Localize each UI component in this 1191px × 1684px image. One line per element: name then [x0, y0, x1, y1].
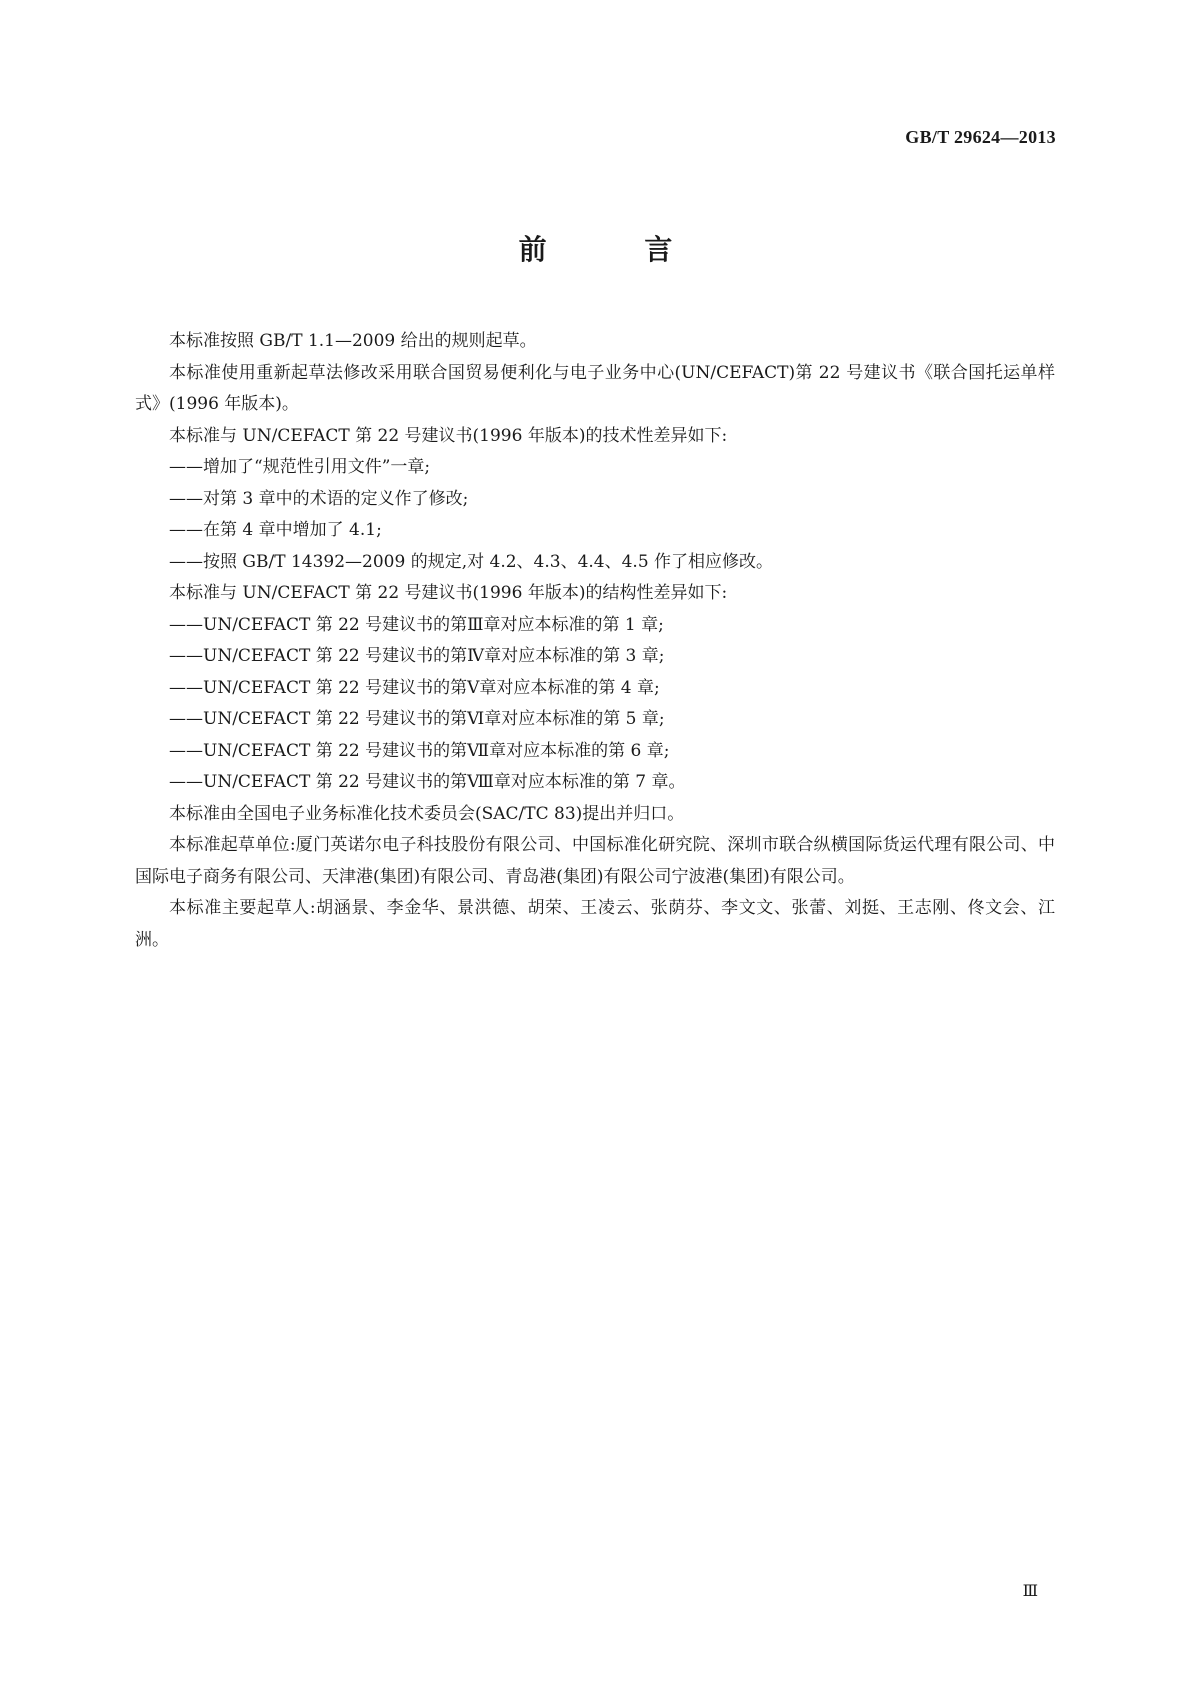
- paragraph-drafters: 本标准主要起草人:胡涵景、李金华、景洪德、胡荣、王凌云、张荫芬、李文文、张蕾、刘挺、王志刚、佟文会、江洲。: [135, 898, 1055, 950]
- list-item: ——UN/CEFACT 第 22 号建议书的第Ⅷ章对应本标准的第 7 章。: [169, 772, 686, 792]
- paragraph-proposed-by: 本标准由全国电子业务标准化技术委员会(SAC/TC 83)提出并归口。: [169, 803, 685, 824]
- list-item: ——UN/CEFACT 第 22 号建议书的第Ⅵ章对应本标准的第 5 章;: [169, 709, 665, 729]
- list-item: ——UN/CEFACT 第 22 号建议书的第Ⅶ章对应本标准的第 6 章;: [169, 740, 670, 761]
- list-item: ——UN/CEFACT 第 22 号建议书的第Ⅴ章对应本标准的第 4 章;: [169, 677, 660, 698]
- page-number: Ⅲ: [1022, 1583, 1038, 1600]
- paragraph-drafting-rules: 本标准按照 GB/T 1.1—2009 给出的规则起草。: [169, 331, 537, 351]
- paragraph-drafting-units: 本标准起草单位:厦门英诺尔电子科技股份有限公司、中国标准化研究院、深圳市联合纵横国际货运代理有限公司、中国际电子商务有限公司、天津港(集团)有限公司、青岛港(集团)有限公司宁波港(集团)有限公司。: [135, 835, 1055, 887]
- standard-code: GB/T 29624—2013: [905, 127, 1056, 147]
- list-item: ——按照 GB/T 14392—2009 的规定,对 4.2、4.3、4.4、4.5 作了相应修改。: [169, 551, 774, 572]
- list-item: ——增加了“规范性引用文件”一章;: [169, 457, 431, 477]
- list-item: ——对第 3 章中的术语的定义作了修改;: [169, 488, 469, 509]
- list-item: ——在第 4 章中增加了 4.1;: [169, 520, 382, 540]
- paragraph-adoption: 本标准使用重新起草法修改采用联合国贸易便利化与电子业务中心(UN/CEFACT)第 22 号建议书《联合国托运单样式》(1996 年版本)。: [135, 362, 1055, 414]
- paragraph-structural-differences: 本标准与 UN/CEFACT 第 22 号建议书(1996 年版本)的结构性差异如下:: [169, 583, 728, 603]
- paragraph-technical-differences: 本标准与 UN/CEFACT 第 22 号建议书(1996 年版本)的技术性差异如下:: [169, 425, 728, 446]
- page-title: 前 言: [518, 233, 717, 266]
- list-item: ——UN/CEFACT 第 22 号建议书的第Ⅲ章对应本标准的第 1 章;: [169, 614, 664, 635]
- foreword-body: [135, 326, 1055, 956]
- list-item: ——UN/CEFACT 第 22 号建议书的第Ⅳ章对应本标准的第 3 章;: [169, 646, 665, 666]
